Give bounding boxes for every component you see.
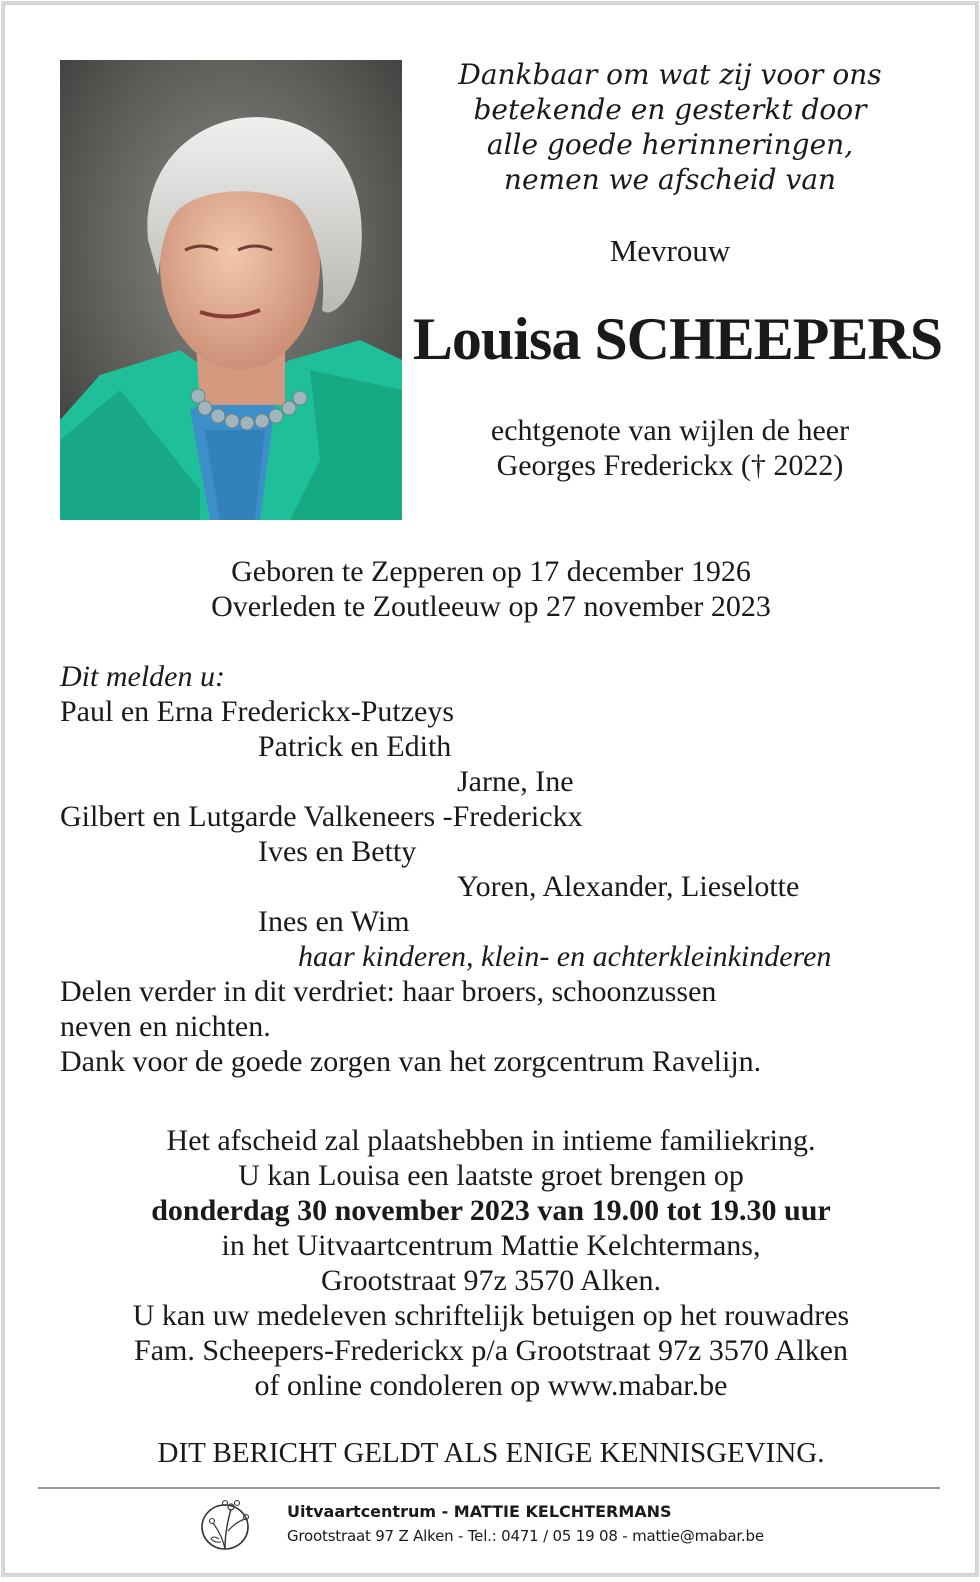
official-notice: DIT BERICHT GELDT ALS ENIGE KENNISGEVING. bbox=[157, 1437, 825, 1469]
ceremony-info bbox=[5, 1123, 977, 1403]
family-line: Jarne, Ine bbox=[457, 765, 574, 798]
footer-divider bbox=[38, 1487, 940, 1489]
life-dates bbox=[5, 554, 977, 624]
ceremony-line: Het afscheid zal plaatshebben in intieme familiekring. bbox=[166, 1124, 816, 1157]
family-line: Gilbert en Lutgarde Valkeneers -Frederickx bbox=[60, 800, 583, 833]
intro-text bbox=[405, 57, 935, 197]
family-line: Ines en Wim bbox=[258, 905, 410, 938]
deceased-name: Louisa SCHEEPERS bbox=[412, 306, 943, 372]
intro-line: betekende en gesterkt door bbox=[473, 93, 867, 126]
ceremony-line: U kan uw medeleven schriftelijk betuigen op het rouwadres bbox=[132, 1299, 850, 1332]
family-line: Dank voor de goede zorgen van het zorgcentrum Ravelijn. bbox=[60, 1045, 762, 1078]
ceremony-line: of online condoleren op www.mabar.be bbox=[254, 1369, 728, 1402]
ceremony-datetime: donderdag 30 november 2023 van 19.00 tot 19.30 uur bbox=[151, 1194, 831, 1227]
family-line: Paul en Erna Frederickx-Putzeys bbox=[60, 695, 455, 728]
spouse-info bbox=[405, 413, 935, 483]
family-announcement bbox=[60, 659, 940, 1079]
funeral-home-name: Uitvaartcentrum - MATTIE KELCHTERMANS bbox=[287, 1502, 672, 1521]
birth-line: Geboren te Zepperen op 17 december 1926 bbox=[231, 555, 751, 588]
ceremony-line: Fam. Scheepers-Frederickx p/a Grootstraat 97z 3570 Alken bbox=[134, 1334, 848, 1367]
ceremony-line: Grootstraat 97z 3570 Alken. bbox=[321, 1264, 661, 1297]
family-line: Ives en Betty bbox=[258, 835, 417, 868]
family-line: Patrick en Edith bbox=[258, 730, 452, 763]
family-line: haar kinderen, klein- en achterkleinkinderen bbox=[298, 940, 832, 973]
portrait-photo bbox=[60, 60, 402, 520]
intro-line: alle goede herinneringen, bbox=[486, 128, 854, 161]
flower-logo-icon bbox=[195, 1495, 269, 1553]
spouse-line: echtgenote van wijlen de heer bbox=[490, 414, 850, 447]
family-line: neven en nichten. bbox=[60, 1010, 271, 1043]
death-line: Overleden te Zoutleeuw op 27 november 2023 bbox=[211, 590, 771, 623]
family-line: Yoren, Alexander, Lieselotte bbox=[457, 870, 800, 903]
ceremony-line: in het Uitvaartcentrum Mattie Kelchtermans, bbox=[221, 1229, 761, 1262]
family-line: Delen verder in dit verdriet: haar broers, schoonzussen bbox=[60, 975, 717, 1008]
portrait-illustration bbox=[60, 60, 402, 520]
obituary-card bbox=[4, 4, 976, 1574]
salutation: Mevrouw bbox=[609, 233, 731, 268]
funeral-home-contact: Grootstraat 97 Z Alken - Tel.: 0471 / 05 19 08 - mattie@mabar.be bbox=[287, 1527, 764, 1545]
intro-line: nemen we afscheid van bbox=[503, 163, 837, 196]
family-heading: Dit melden u: bbox=[60, 660, 225, 693]
ceremony-line: U kan Louisa een laatste groet brengen op bbox=[238, 1159, 744, 1192]
spouse-line: Georges Frederickx († 2022) bbox=[496, 449, 844, 482]
intro-line: Dankbaar om wat zij voor ons bbox=[458, 58, 882, 91]
